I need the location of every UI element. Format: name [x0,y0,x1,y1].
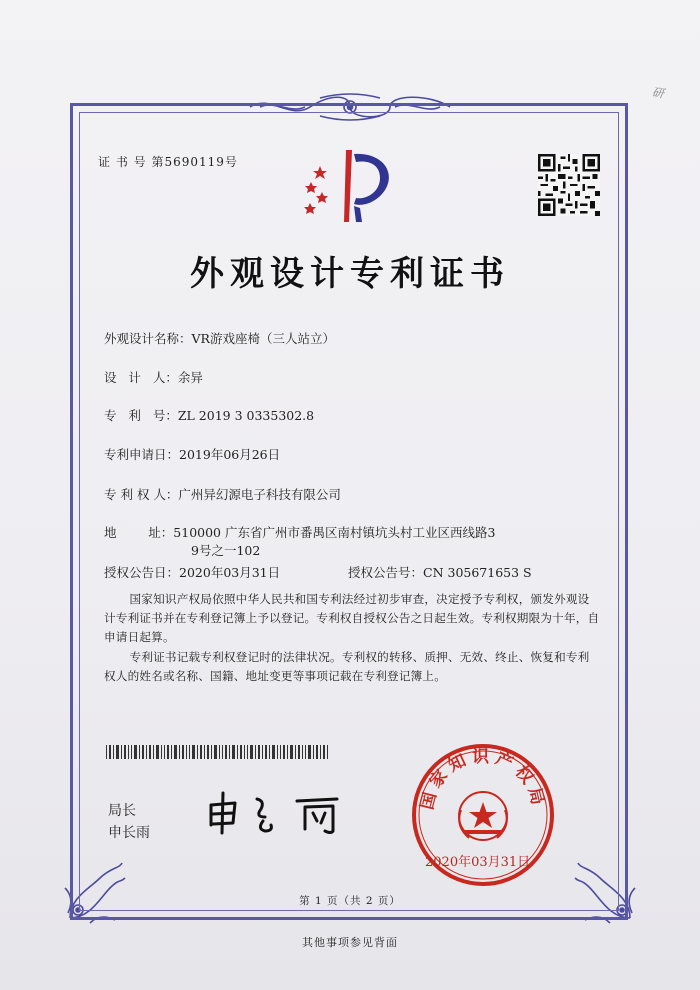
patentee-row [104,485,341,503]
grant-publication-value: CN 305671653 S [423,565,532,580]
director-signature [205,787,353,837]
patentee-value: 广州异幻源电子科技有限公司 [178,487,341,502]
certificate-number: 证 书 号 第5690119号 [98,155,238,169]
grant-date-row [104,563,280,581]
design-name-value: VR游戏座椅（三人站立） [191,331,335,346]
patent-number-row [104,406,314,424]
director-name: 申长雨 [108,825,150,841]
svg-text:国家知识产权局: 国家知识产权局 [417,747,549,812]
filing-date-value: 2019年06月26日 [179,447,281,462]
designer-value: 余异 [177,370,203,385]
design-name-row [104,329,335,347]
grant-publication-label: 授权公告号： [348,565,424,580]
grant-publication-row [348,563,532,581]
barcode-icon [106,745,328,759]
design-name-label: 外观设计名称： [104,331,192,346]
designer-row [104,368,203,386]
seal-date: 2020年03月31日 [425,855,531,870]
patent-number-value: ZL 2019 3 0335302.8 [177,408,315,423]
address-value-line1: 510000 广东省广州市番禺区南村镇坑头村工业区西线路3 [173,525,496,540]
patentee-label: 专 利 权 人： [104,487,179,502]
certificate-title: 外观设计专利证书 [190,254,510,294]
footer-note: 其他事项参见背面 [302,936,398,949]
legal-status-paragraph: 专利证书记载专利权登记时的法律状况。专利权的转移、质押、无效、终止、恢复和专利权人的姓名或名称、国籍、地址变更等事项记载在专利登记簿上。 [104,650,590,683]
patent-number-label: 专 利 号： [104,408,178,423]
grant-statement-paragraph: 国家知识产权局依照中华人民共和国专利法经过初步审查，决定授予专利权，颁发外观设计专利证书并在专利登记簿上予以登记。专利权自授权公告之日起生效。专利权期限为十年，自申请日起算。 [104,592,600,644]
grant-date-label: 授权公告日： [104,565,180,580]
grant-date-value: 2020年03月31日 [179,565,281,580]
cnipa-logo-icon [300,148,402,226]
director-title: 局长 [108,803,136,819]
filing-date-row [104,445,280,463]
address-row [104,523,495,541]
filing-date-label: 专利申请日： [104,447,180,462]
designer-label: 设 计 人： [104,370,178,385]
page-indicator: 第 1 页（共 2 页） [299,895,401,907]
qr-code-icon [538,154,600,216]
address-label: 地 址： [104,525,174,540]
address-value-line2: 9号之一102 [191,543,261,558]
handwritten-mark: 研 [651,85,665,101]
